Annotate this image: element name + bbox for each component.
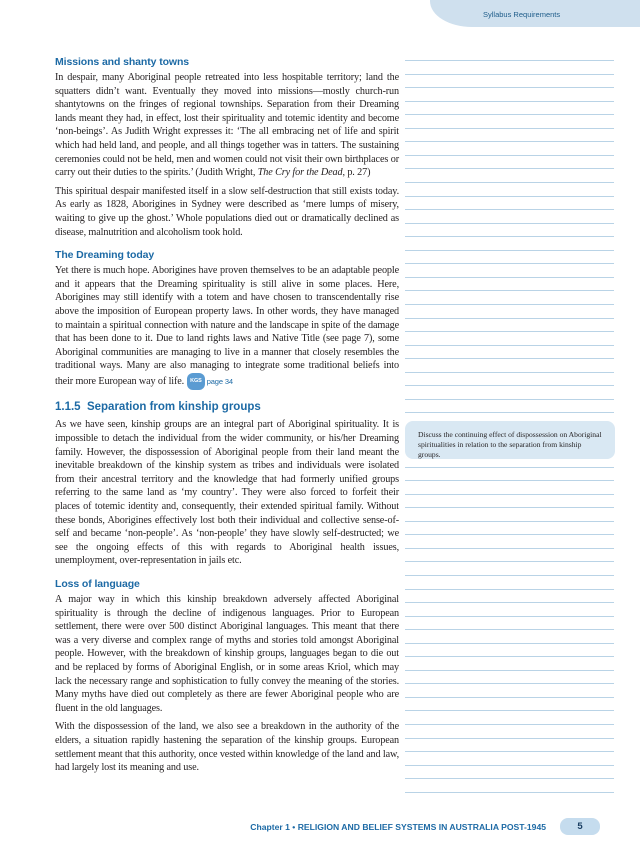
note-rule-line bbox=[405, 236, 614, 237]
note-rule-line bbox=[405, 263, 614, 264]
note-rule-line bbox=[405, 778, 614, 779]
footer-bullet: • bbox=[292, 822, 296, 832]
note-rule-line bbox=[405, 168, 614, 169]
note-rule-line bbox=[405, 589, 614, 590]
note-rule-line bbox=[405, 331, 614, 332]
page-footer bbox=[230, 818, 600, 834]
note-rule-line bbox=[405, 561, 614, 562]
heading-loss-of-language: Loss of language bbox=[55, 578, 140, 590]
paragraph-language-1: A major way in which this kinship breakdown adversely affected Aboriginal spirituality is through the decline of indigenous languages. Prior to European settlement, there were over 500 distinct Aboriginal languages. This meant that there was a very diverse and complex range of myths and stories told amongst Aboriginal people. However, with the breakdown of kinship groups, languages began to die out and be replaced by forms of Aboriginal English, or in some areas Kriol, which may lack the necessary range and sophistication to fully convey the meaning of the stories. Many myths have died out completely as there are fewer Aboriginal people who are fluent in the old languages. bbox=[55, 594, 399, 714]
dreaming-text: Yet there is much hope. Aborigines have proven themselves to be an adaptable people and it appears that the Dreaming spirituality is still alive in some places. Here, Aborigines may still identify with a totem and have chosen to transcendentally rise above the imposition of European property laws. In other words, they have managed to maintain a spiritual connection with nature and the landscape in spite of the damage that has been done to it. Due to land rights laws and Native Title (see page 7), some Aboriginal communities are managing to live in a manner that closely resembles the traditional ways. Many are also managing to integrate some traditional beliefs into their more European way of life. bbox=[55, 265, 399, 388]
note-rule-line bbox=[405, 141, 614, 142]
chapter-title: RELIGION AND BELIEF SYSTEMS IN AUSTRALIA POST-1945 bbox=[297, 822, 546, 832]
note-rule-line bbox=[405, 290, 614, 291]
note-rule-line bbox=[405, 74, 614, 75]
note-rule-line bbox=[405, 656, 614, 657]
syllabus-requirements-tab bbox=[430, 0, 640, 27]
kgs-badge-icon[interactable]: KGS bbox=[187, 373, 205, 391]
note-rule-line bbox=[405, 765, 614, 766]
syllabus-note-box bbox=[405, 421, 615, 459]
paragraph-missions-1 bbox=[55, 71, 399, 180]
note-rule-line bbox=[405, 467, 614, 468]
note-rule-line bbox=[405, 196, 614, 197]
note-rule-line bbox=[405, 412, 614, 413]
page-reference-link[interactable]: page 34 bbox=[206, 376, 233, 386]
note-rule-line bbox=[405, 629, 614, 630]
heading-missions: Missions and shanty towns bbox=[55, 56, 190, 68]
book-title: The Cry for the Dead bbox=[257, 167, 343, 179]
note-rule-line bbox=[405, 318, 614, 319]
note-rule-line bbox=[405, 358, 614, 359]
main-text-column bbox=[55, 55, 399, 780]
note-rule-line bbox=[405, 182, 614, 183]
note-rule-line bbox=[405, 602, 614, 603]
note-rule-line bbox=[405, 155, 614, 156]
note-rule-line bbox=[405, 304, 614, 305]
note-rule-line bbox=[405, 616, 614, 617]
section-title: Separation from kinship groups bbox=[86, 401, 261, 414]
note-rule-line bbox=[405, 480, 614, 481]
missions-text: In despair, many Aboriginal people retreated into less hospitable territory; land the squatters didn’t want. Eventually they moved into missions—mostly church-run shantytowns on the fringes of regional townships. Separation from their Dreaming lands meant they had, in effect, lost their spirituality and totemic identity and become ‘non-beings’. As Judith Wright expresses it: ‘The all embracing net of life and spirit which had held land, and people, and all things together was in tatters. The sustaining ceremonies could not be held, men and women could not visit their own birthplaces or carry out their duties to the spirits.’ (Judith Wright, bbox=[55, 72, 399, 179]
note-rule-line bbox=[405, 724, 614, 725]
section-number: 1.1.5 bbox=[55, 401, 81, 414]
note-rule-line bbox=[405, 521, 614, 522]
note-rule-line bbox=[405, 277, 614, 278]
heading-dreaming-today: The Dreaming today bbox=[55, 249, 155, 262]
note-rule-line bbox=[405, 507, 614, 508]
note-rule-line bbox=[405, 710, 614, 711]
paragraph-language-2: With the dispossession of the land, we also see a breakdown in the authority of the elders, a situation rapidly hastening the separation of the kinship groups. European settlement meant that this authority, once vested within knowledge of the land and law, had largely lost its meaning and use. bbox=[55, 721, 399, 774]
note-rule-line bbox=[405, 250, 614, 251]
citation-end: , p. 27) bbox=[342, 167, 371, 179]
note-rule-line bbox=[405, 751, 614, 752]
note-rule-line bbox=[405, 575, 614, 576]
paragraph-missions-2: This spiritual despair manifested itself in a slow self-destruction that still exists today. As early as 1828, Aborigines in Sydney were described as ‘mere lumps of misery, waiting to give up the ghost.’ Whole populations died out or dramatically declined as disease, malnutrition and alcoholism took hold. bbox=[55, 185, 399, 238]
note-rule-line bbox=[405, 101, 614, 102]
paragraph-dreaming-1 bbox=[55, 264, 399, 390]
footer-chapter bbox=[250, 822, 546, 832]
note-rule-line bbox=[405, 494, 614, 495]
tab-label: Syllabus Requirements bbox=[483, 10, 561, 19]
note-rule-line bbox=[405, 534, 614, 535]
note-rule-line bbox=[405, 399, 614, 400]
note-rule-line bbox=[405, 548, 614, 549]
note-rule-line bbox=[405, 345, 614, 346]
note-rule-line bbox=[405, 128, 614, 129]
note-rule-line bbox=[405, 792, 614, 793]
heading-kinship bbox=[55, 399, 399, 415]
page-number: 5 bbox=[560, 818, 600, 835]
note-rule-line bbox=[405, 209, 614, 210]
syllabus-note-text: Discuss the continuing effect of dispossession on Aboriginal spiritualities in relation to the separation from kinship groups. bbox=[418, 430, 602, 459]
note-rule-line bbox=[405, 385, 614, 386]
note-rule-line bbox=[405, 670, 614, 671]
chapter-prefix: Chapter 1 bbox=[250, 822, 290, 832]
note-rule-line bbox=[405, 223, 614, 224]
note-rule-line bbox=[405, 372, 614, 373]
note-rule-line bbox=[405, 683, 614, 684]
note-rule-line bbox=[405, 643, 614, 644]
note-rule-line bbox=[405, 87, 614, 88]
note-rule-line bbox=[405, 114, 614, 115]
note-rule-line bbox=[405, 60, 614, 61]
note-rule-line bbox=[405, 738, 614, 739]
paragraph-kinship-1: As we have seen, kinship groups are an integral part of Aboriginal spirituality. It is impossible to detach the individual from the wider community, or his/her Dreaming family. However, the dispossession of Aboriginal people from their land meant the inevitable breakdown of the kinship system as tribes and individuals were isolated from their ancestral territory and the knowledge that had formerly unified groups referring to the same land as ‘my country’. They were also forced to forfeit their places of totemic identity and, consequently, their extended spiritual family. Without these bonds, Aborigines effectively lost both their individual and collective sense-of-self and became ‘non-people’. As ‘non-people’ they have slowly self-destructed; we see the ongoing effects of this with regards to Aboriginal health issues, unemployment, over-representation in jails etc. bbox=[55, 419, 399, 567]
note-rule-line bbox=[405, 697, 614, 698]
